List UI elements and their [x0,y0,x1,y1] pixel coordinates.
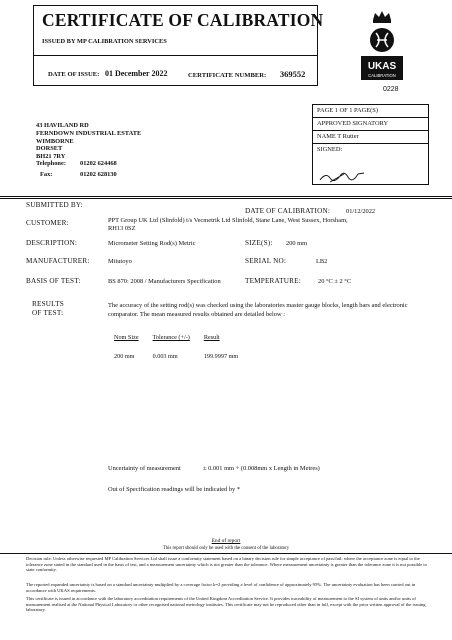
telephone-value: 01202 624468 [80,160,117,167]
description-value: Micrometer Setting Rod(s) Metric [108,240,196,247]
svg-text:CALIBRATION: CALIBRATION [368,73,396,78]
contact-numbers [36,158,117,180]
results-description: The accuracy of the setting rod(s) was checked using the laboratories master gauge blocks, length bars and electronic comparator. The mean measured results obtained are detailed below : [108,302,408,318]
basis-of-test-value: BS 870: 2008 / Manufacturers Specification [108,278,221,285]
signed-label: SIGNED: [317,146,343,153]
certificate-title: CERTIFICATE OF CALIBRATION [42,10,324,30]
results-label [32,300,64,318]
uncertainty-label: Uncertainty of measurement [108,465,181,472]
section-rule [0,198,452,199]
column-header: Nom Size [114,334,139,341]
date-of-calibration-value: 01/12/2022 [346,208,376,215]
manufacturer-value: Mitutoyo [108,258,132,265]
uncertainty-value: ± 0.001 mm + (0.008mm x Length in Metres) [203,465,320,472]
end-of-report: End of report [211,538,241,544]
table-cell: 200 mm [114,353,135,360]
table-cell: 0.003 mm [152,353,178,360]
fax-value: 01202 628130 [80,171,117,178]
results-header-row [114,334,252,353]
temperature-label: TEMPERATURE: [245,277,301,285]
table-row [114,353,252,360]
date-of-issue [48,69,167,78]
issued-by: ISSUED BY MP CALIBRATION SERVICES [42,38,167,45]
reproduction-note: This report should only be used with the consent of the laboratory [162,546,290,551]
column-header: Result [203,334,220,341]
manufacturer-label: MANUFACTURER: [26,257,90,265]
customer-value-line2: RH13 0SZ [108,225,136,232]
signatory-name: NAME T Rutter [313,131,428,144]
certificate-number [188,69,305,79]
ukas-lab-number: 0228 [383,86,399,93]
basis-of-test-label: BASIS OF TEST: [26,277,81,285]
footer-accreditation: This certificate is issued in accordance with the laboratory accreditation requirements of the United Kingdom Accreditation Service. It provides traceability of measurement to the SI system of units and/or units of measurement realised at the National Physical Laboratory or other recognised national metrology institutes. This certificate may not be reproduced other than in full, except with the prior written approval of the issuing laboratory. [26,596,426,613]
size-label: SIZE(S): [245,239,273,247]
certificate-number-label: CERTIFICATE NUMBER: [188,72,267,79]
svg-text:UKAS: UKAS [367,61,397,72]
serial-label: SERIAL NO: [245,257,287,265]
footer-decision-rule: Decision rule: Unless otherwise requested MP Calibration Services Ltd shall issue a conformity statement based on a binary decision rule for simple acceptance of pass/fail; where the acceptance zone is equal to the tolerance zone stated in the standard used in the basis of test, and a measurement uncertainty which is not greater than the tolerance. Where measurement uncertainty is greater than the tolerance zone it is not possible to state conformity. [26,556,427,573]
address-line: DORSET [36,145,63,153]
issuer-address [36,122,141,161]
customer-value: PPT Group UK Ltd (Slinfold) t/s Vecmetrik Ltd Slinfold, Stane Lane, West Sussex, Horsham, [108,217,348,224]
submitted-by-label: SUBMITTED BY: [26,201,83,209]
address-line: 43 HAVILAND RD [36,122,89,129]
crown-icon [373,11,391,23]
size-value: 200 mm [286,240,308,247]
date-of-issue-value: 01 December 2022 [104,69,168,78]
column-header: Tolerance (+/-) [152,334,190,341]
address-line: BH21 7RY [36,153,66,161]
certificate-number-value: 369552 [279,69,306,79]
footer-uncertainty: The reported expanded uncertainty is based on a standard uncertainty multiplied by a coverage factor k=2 providing a level of confidence of approximately 95%. The uncertainty evaluation has been carried out in accordance with UKAS requirements. [26,582,416,593]
signature-icon [318,168,368,184]
footer-rule [0,553,452,554]
ukas-logo [359,8,405,82]
fax-label: Fax: [40,171,53,178]
out-of-spec-note: Out of Specification readings will be indicated by * [108,486,241,493]
results-table [114,334,252,360]
serial-value: LB2 [316,258,328,265]
approved-signatory: APPROVED SIGNATORY [313,118,428,131]
telephone-label: Telephone: [36,160,66,167]
table-cell: 199.9997 mm [203,353,239,360]
address-line: FERNDOWN INDUSTRIAL ESTATE [36,129,142,137]
address-line: WIMBORNE [36,137,74,145]
results-label-line: RESULTS [32,300,64,308]
certificate-header [33,5,324,86]
date-of-calibration-label: DATE OF CALIBRATION: [245,207,331,215]
date-of-issue-label: DATE OF ISSUE: [48,71,100,78]
customer-label: CUSTOMER: [26,219,69,227]
description-label: DESCRIPTION: [26,239,78,247]
page-count: PAGE 1 OF 1 PAGE(S) [313,105,428,118]
temperature-value: 20 °C ± 2 °C [318,278,352,285]
results-label-line: OF TEST: [32,309,64,317]
header-divider [34,55,317,56]
section-rule [0,196,452,197]
